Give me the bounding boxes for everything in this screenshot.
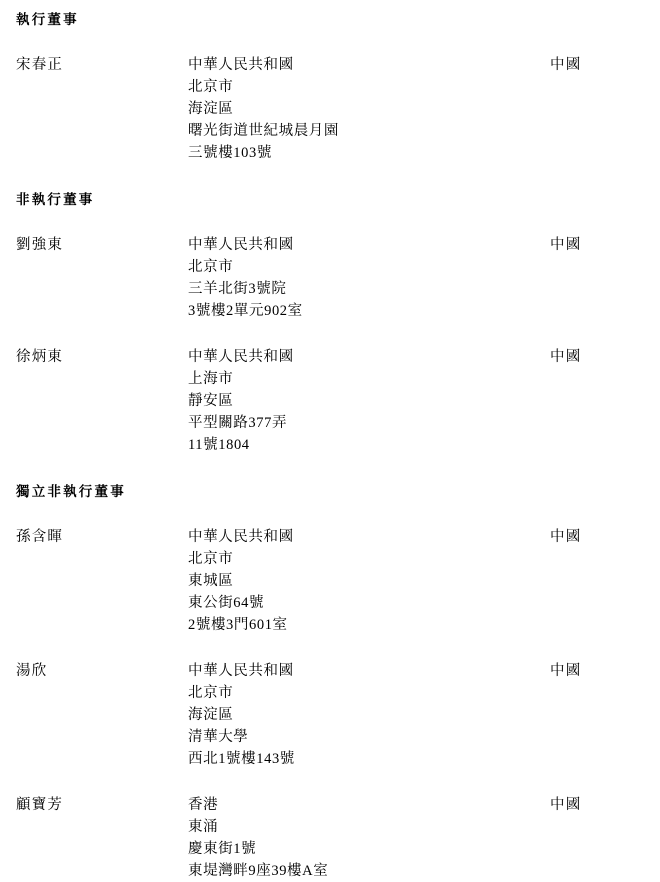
director-country: 中國 (550, 797, 582, 813)
spacer (0, 770, 660, 794)
spacer (0, 322, 660, 346)
address-line: 中華人民共和國 (188, 663, 294, 679)
address-line: 曙光街道世紀城晨月園 (188, 123, 339, 139)
section-heading: 獨立非執行董事 (16, 484, 126, 499)
address-line: 3號樓2單元902室 (188, 303, 303, 319)
address-line: 海淀區 (188, 101, 234, 117)
director-address (188, 54, 524, 164)
address-line: 上海市 (188, 371, 234, 387)
director-country: 中國 (550, 663, 582, 679)
section-executive-directors (0, 8, 660, 164)
address-line: 靜安區 (188, 393, 234, 409)
address-line: 慶東街1號 (188, 841, 257, 857)
section-independent-non-executive-directors (0, 480, 660, 882)
director-entry (0, 346, 660, 456)
director-entry (0, 660, 660, 770)
director-entry (0, 794, 660, 882)
address-line: 北京市 (188, 79, 234, 95)
director-country: 中國 (550, 529, 582, 545)
address-line: 西北1號樓143號 (188, 751, 295, 767)
address-line: 中華人民共和國 (188, 237, 294, 253)
spacer (0, 164, 660, 188)
address-line: 東公街64號 (188, 595, 265, 611)
address-line: 海淀區 (188, 707, 234, 723)
address-line: 東涌 (188, 819, 219, 835)
director-name: 湯欣 (16, 663, 48, 679)
director-country: 中國 (550, 57, 582, 73)
director-country: 中國 (550, 349, 582, 365)
director-address (188, 346, 524, 456)
director-name: 劉強東 (16, 237, 64, 253)
address-line: 平型關路377弄 (188, 415, 288, 431)
spacer (0, 28, 660, 54)
address-line: 北京市 (188, 551, 234, 567)
address-line: 三號樓103號 (188, 145, 272, 161)
address-line: 東城區 (188, 573, 234, 589)
director-entry (0, 54, 660, 164)
address-line: 11號1804 (188, 437, 250, 453)
address-line: 三羊北街3號院 (188, 281, 287, 297)
section-heading: 執行董事 (16, 12, 79, 27)
spacer (0, 208, 660, 234)
address-line: 中華人民共和國 (188, 57, 294, 73)
director-name: 宋春正 (16, 57, 64, 73)
spacer (0, 500, 660, 526)
section-non-executive-directors (0, 188, 660, 456)
director-address (188, 234, 524, 322)
director-country: 中國 (550, 237, 582, 253)
director-name: 孫含暉 (16, 529, 64, 545)
spacer (0, 456, 660, 480)
address-line: 清華大學 (188, 729, 249, 745)
director-address (188, 526, 524, 636)
address-line: 中華人民共和國 (188, 529, 294, 545)
director-address (188, 660, 524, 770)
address-line: 北京市 (188, 259, 234, 275)
address-line: 香港 (188, 797, 219, 813)
address-line: 2號樓3門601室 (188, 617, 288, 633)
director-name: 顧寶芳 (16, 797, 64, 813)
address-line: 東堤灣畔9座39樓A室 (188, 863, 329, 879)
spacer (0, 636, 660, 660)
director-entry (0, 234, 660, 322)
director-address (188, 794, 524, 882)
director-name: 徐炳東 (16, 349, 64, 365)
address-line: 北京市 (188, 685, 234, 701)
section-heading: 非執行董事 (16, 192, 95, 207)
address-line: 中華人民共和國 (188, 349, 294, 365)
director-entry (0, 526, 660, 636)
